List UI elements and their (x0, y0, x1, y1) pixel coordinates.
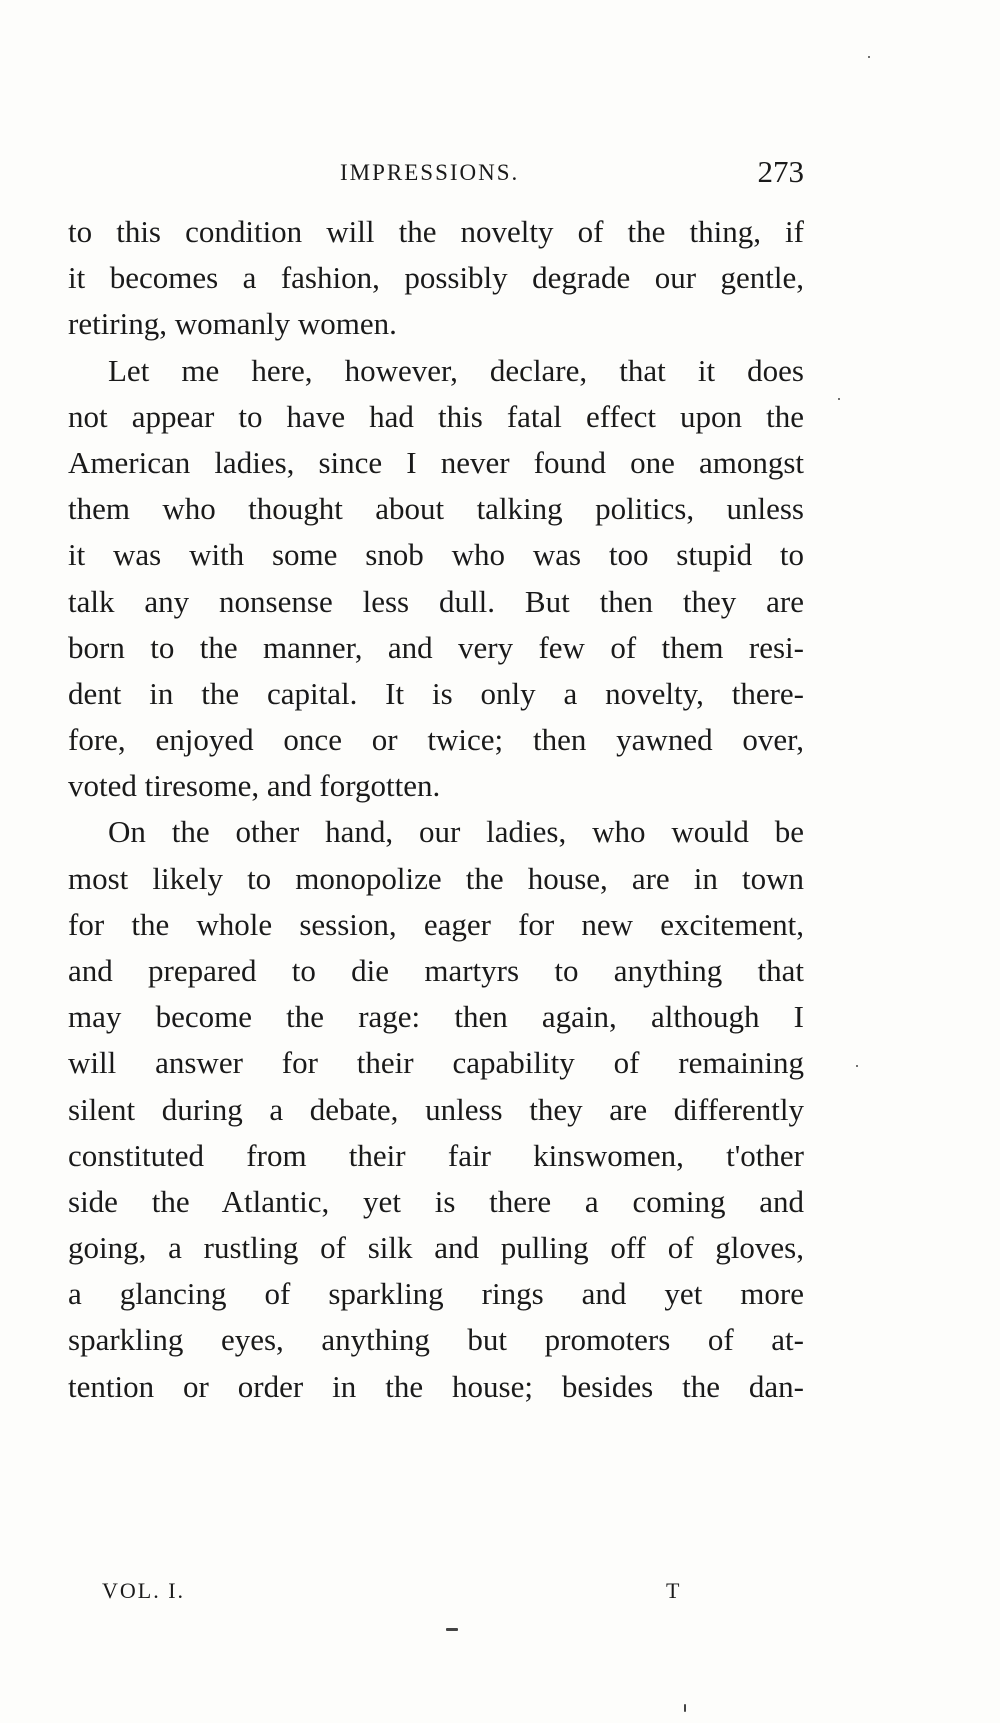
text-line: them who thought about talking politics, unless (68, 491, 804, 526)
text-line: talk any nonsense less dull. But then they are (68, 584, 804, 619)
text-line: voted tiresome, and forgotten. (68, 768, 441, 803)
text-line: born to the manner, and very few of them resi- (68, 630, 804, 665)
text-line: for the whole session, eager for new excitement, (68, 907, 804, 942)
text-line: going, a rustling of silk and pulling off of gloves, (68, 1230, 804, 1265)
text-line: dent in the capital. It is only a novelty, there- (68, 676, 804, 711)
text-line: tention or order in the house; besides the dan- (68, 1369, 804, 1404)
text-line: will answer for their capability of remaining (68, 1045, 804, 1080)
text-line: American ladies, since I never found one amongst (68, 445, 804, 480)
scan-speck (868, 56, 870, 58)
text-line: silent during a debate, unless they are differently (68, 1092, 804, 1127)
text-line: not appear to have had this fatal effect upon the (68, 399, 804, 434)
text-line: and prepared to die martyrs to anything that (68, 953, 804, 988)
text-line: to this condition will the novelty of the thing, if (68, 214, 804, 249)
volume-signature: VOL. I. (102, 1578, 186, 1603)
text-line: constituted from their fair kinswomen, t'other (68, 1138, 804, 1173)
text-line: it becomes a fashion, possibly degrade our gentle, (68, 260, 804, 295)
text-line: sparkling eyes, anything but promoters of at- (68, 1322, 804, 1357)
text-line: side the Atlantic, yet is there a coming and (68, 1184, 804, 1219)
scan-speck (684, 1704, 686, 1712)
running-title: IMPRESSIONS. (340, 160, 520, 185)
text-line: retiring, womanly women. (68, 306, 397, 341)
text-line: most likely to monopolize the house, are in town (68, 861, 804, 896)
text-line: a glancing of sparkling rings and yet more (68, 1276, 804, 1311)
scan-speck (446, 1628, 458, 1631)
page-number: 273 (757, 154, 804, 189)
paragraph-start-line: Let me here, however, declare, that it does (108, 353, 804, 388)
paragraph-start-line: On the other hand, our ladies, who would be (108, 814, 804, 849)
signature-mark: T (666, 1578, 680, 1603)
text-line: fore, enjoyed once or twice; then yawned over, (68, 722, 804, 757)
text-line: may become the rage: then again, although I (68, 999, 804, 1034)
text-line: it was with some snob who was too stupid to (68, 537, 804, 572)
scan-speck (856, 1065, 858, 1067)
scan-speck (838, 398, 840, 400)
running-head (68, 154, 804, 200)
